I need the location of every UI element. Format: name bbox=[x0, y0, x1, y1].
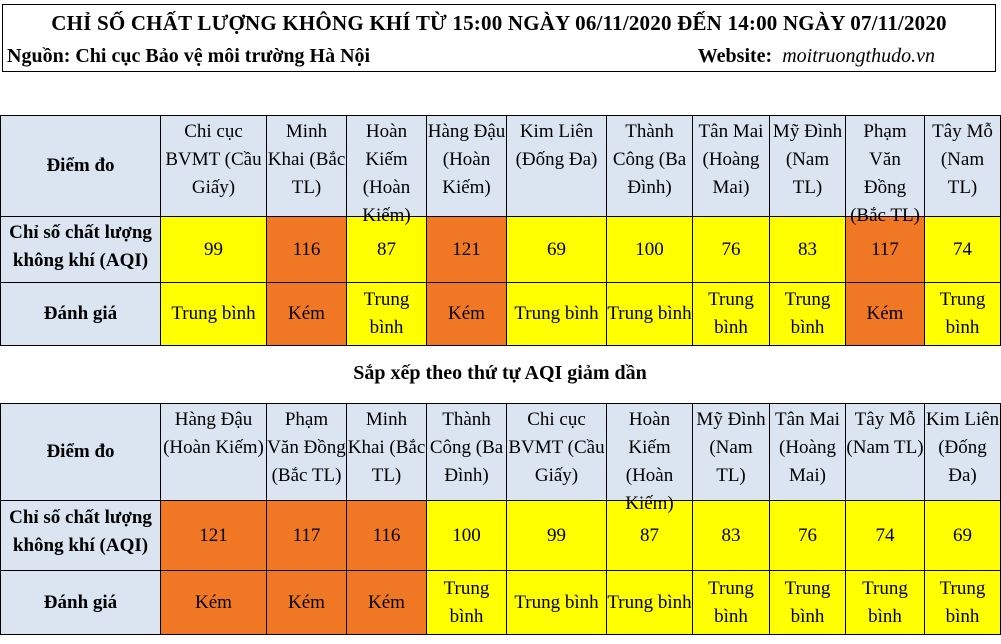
station-name-cell: Minh Khai (Bắc TL) bbox=[347, 404, 427, 501]
station-name-cell: Mỹ Đình (Nam TL) bbox=[693, 404, 770, 501]
rating-cell: Trung bình bbox=[770, 283, 846, 346]
rating-cell: Trung bình bbox=[161, 283, 267, 346]
rating-cell: Trung bình bbox=[693, 571, 770, 635]
station-name-cell: Phạm Văn Đồng (Bắc TL) bbox=[267, 404, 347, 501]
aqi-value-cell: 116 bbox=[347, 501, 427, 571]
aqi-value-cell: 87 bbox=[607, 501, 693, 571]
aqi-value-cell: 87 bbox=[347, 217, 427, 283]
station-name-cell: Tây Mỗ (Nam TL) bbox=[846, 404, 925, 501]
rating-cell: Trung bình bbox=[427, 571, 507, 635]
aqi-value-cell: 83 bbox=[693, 501, 770, 571]
aqi-value-cell: 99 bbox=[507, 501, 607, 571]
station-name-cell: Hàng Đậu (Hoàn Kiếm) bbox=[427, 116, 507, 217]
aqi-value-cell: 117 bbox=[846, 217, 925, 283]
aqi-row bbox=[1, 501, 1001, 571]
aqi-value-cell: 76 bbox=[693, 217, 770, 283]
aqi-value-cell: 99 bbox=[161, 217, 267, 283]
rating-cell: Trung bình bbox=[770, 571, 846, 635]
rating-cell: Trung bình bbox=[925, 283, 1001, 346]
source-text: Nguồn: Chi cục Bảo vệ môi trường Hà Nội bbox=[7, 45, 371, 67]
station-name-cell: Phạm Văn Đồng (Bắc TL) bbox=[846, 116, 925, 217]
station-name-cell: Kim Liên (Đống Đa) bbox=[507, 116, 607, 217]
aqi-value-cell: 116 bbox=[267, 217, 347, 283]
rating-cell: Kém bbox=[267, 571, 347, 635]
rating-cell: Kém bbox=[427, 283, 507, 346]
rating-cell: Trung bình bbox=[507, 283, 607, 346]
station-name-cell: Hoàn Kiếm (Hoàn Kiếm) bbox=[347, 116, 427, 217]
aqi-value-cell: 69 bbox=[925, 501, 1001, 571]
aqi-value-cell: 74 bbox=[925, 217, 1001, 283]
aqi-value-cell: 121 bbox=[161, 501, 267, 571]
station-name-cell: Tân Mai (Hoàng Mai) bbox=[770, 404, 846, 501]
station-name-cell: Minh Khai (Bắc TL) bbox=[267, 116, 347, 217]
rating-row-label: Đánh giá bbox=[1, 283, 161, 346]
station-row-label: Điểm đo bbox=[1, 116, 161, 217]
website-url[interactable]: moitruongthudo.vn bbox=[782, 45, 935, 67]
rating-cell: Kém bbox=[846, 283, 925, 346]
station-name-cell: Chi cục BVMT (Cầu Giấy) bbox=[161, 116, 267, 217]
aqi-value-cell: 76 bbox=[770, 501, 846, 571]
website-line bbox=[698, 45, 935, 68]
aqi-row-label: Chỉ số chất lượng không khí (AQI) bbox=[1, 501, 161, 571]
report-header bbox=[2, 4, 996, 72]
aqi-value-cell: 100 bbox=[607, 217, 693, 283]
station-name-cell: Mỹ Đình (Nam TL) bbox=[770, 116, 846, 217]
station-name-cell: Thành Công (Ba Đình) bbox=[427, 404, 507, 501]
station-name-cell: Tây Mỗ (Nam TL) bbox=[925, 116, 1001, 217]
station-row-label: Điểm đo bbox=[1, 404, 161, 501]
rating-cell: Kém bbox=[347, 571, 427, 635]
aqi-value-cell: 100 bbox=[427, 501, 507, 571]
rating-cell: Trung bình bbox=[607, 571, 693, 635]
aqi-row-label: Chỉ số chất lượng không khí (AQI) bbox=[1, 217, 161, 283]
aqi-value-cell: 74 bbox=[846, 501, 925, 571]
rating-cell: Trung bình bbox=[347, 283, 427, 346]
station-name-cell: Hoàn Kiếm (Hoàn Kiếm) bbox=[607, 404, 693, 501]
website-label: Website: bbox=[697, 45, 773, 67]
rating-cell: Trung bình bbox=[507, 571, 607, 635]
station-name-cell: Chi cục BVMT (Cầu Giấy) bbox=[507, 404, 607, 501]
rating-row bbox=[1, 571, 1001, 635]
aqi-table-by-station bbox=[0, 115, 1001, 346]
rating-cell: Trung bình bbox=[693, 283, 770, 346]
rating-row bbox=[1, 283, 1001, 346]
aqi-value-cell: 83 bbox=[770, 217, 846, 283]
rating-cell: Trung bình bbox=[925, 571, 1001, 635]
station-name-cell: Hàng Đậu (Hoàn Kiếm) bbox=[161, 404, 267, 501]
sorted-section-title: Sắp xếp theo thứ tự AQI giảm dần bbox=[353, 362, 647, 384]
station-row bbox=[1, 404, 1001, 501]
rating-cell: Trung bình bbox=[846, 571, 925, 635]
rating-cell: Trung bình bbox=[607, 283, 693, 346]
rating-cell: Kém bbox=[161, 571, 267, 635]
aqi-value-cell: 117 bbox=[267, 501, 347, 571]
rating-row-label: Đánh giá bbox=[1, 571, 161, 635]
aqi-table-sorted bbox=[0, 403, 1001, 635]
station-name-cell: Tân Mai (Hoàng Mai) bbox=[693, 116, 770, 217]
station-name-cell: Kim Liên (Đống Đa) bbox=[925, 404, 1001, 501]
aqi-value-cell: 121 bbox=[427, 217, 507, 283]
aqi-value-cell: 69 bbox=[507, 217, 607, 283]
station-name-cell: Thành Công (Ba Đình) bbox=[607, 116, 693, 217]
station-row bbox=[1, 116, 1001, 217]
rating-cell: Kém bbox=[267, 283, 347, 346]
report-title: CHỈ SỐ CHẤT LƯỢNG KHÔNG KHÍ TỪ 15:00 NGÀY 06/11/2020 ĐẾN 14:00 NGÀY 07/11/2020 bbox=[51, 11, 947, 35]
